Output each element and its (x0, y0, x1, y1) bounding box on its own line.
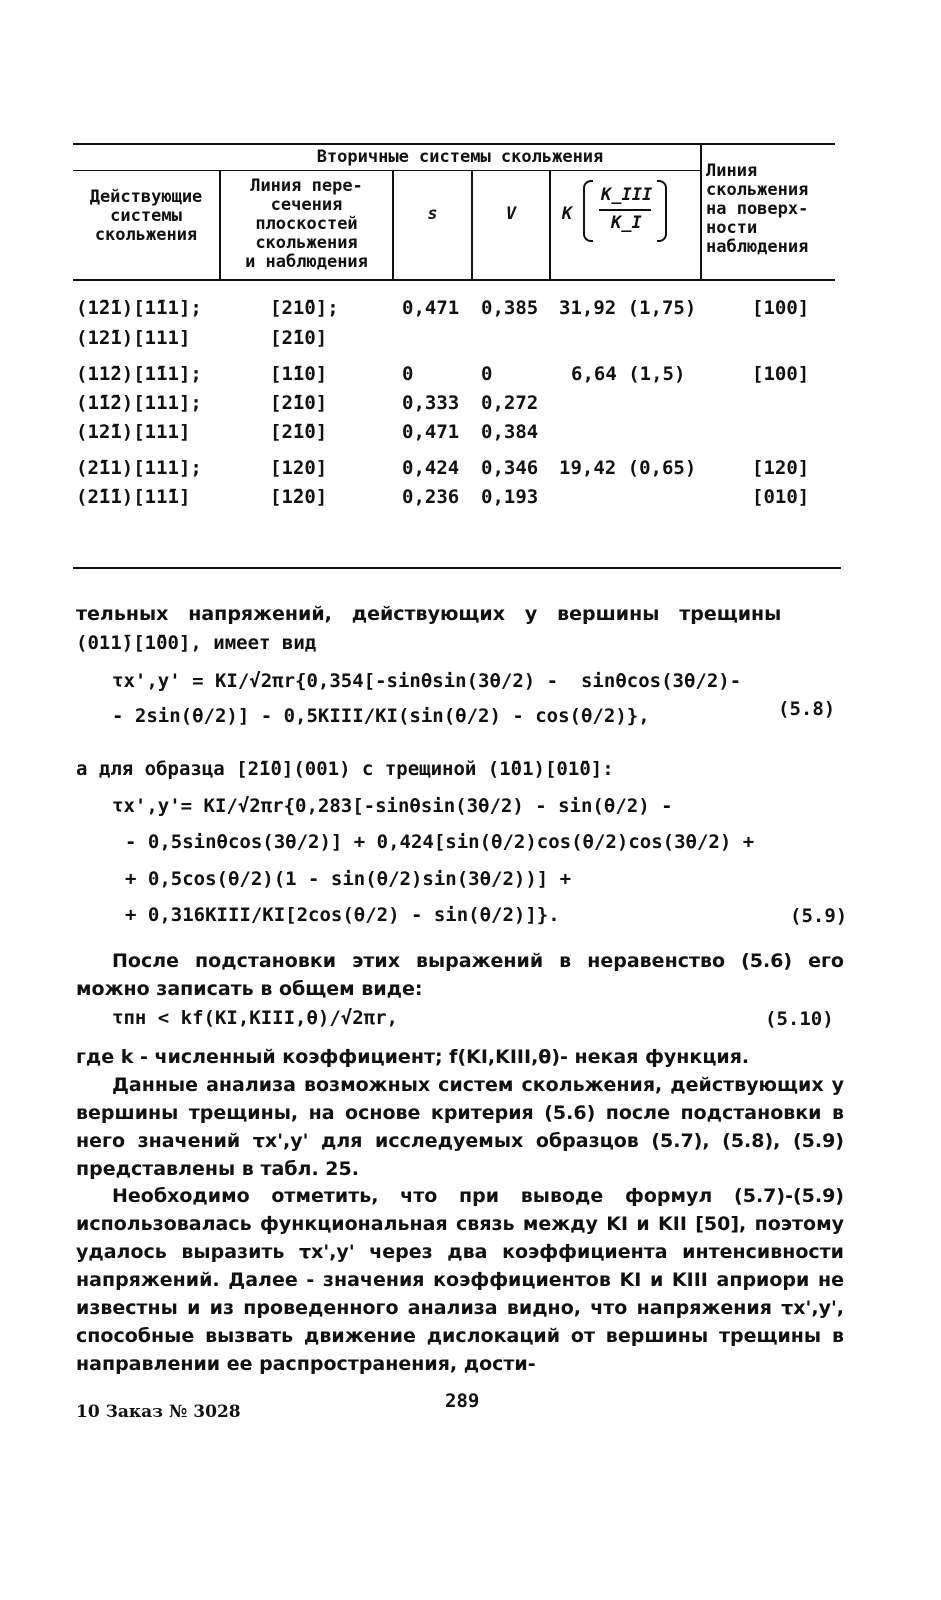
equation-number-5-8: (5.8) (778, 698, 836, 720)
cell-v: 0,346 (481, 457, 539, 479)
cell-surface: [100] (752, 363, 810, 385)
paragraph-line-1: тельных напряжений, действующих у вершины трещины (76, 603, 782, 625)
cell-v: 0,385 (481, 297, 539, 319)
table-header-bottom-rule (73, 279, 835, 281)
cell-s: 0,236 (402, 486, 460, 508)
cell-line: [2̄10] (270, 392, 328, 414)
formula-5-9-line-1: τx',y'= KI/√2πr{0,283[-sinθsin(3θ/2) - sin(θ/2) - (112, 795, 673, 817)
cell-s: 0 (402, 363, 414, 385)
header-active-systems: Действующие системы скольжения (89, 187, 203, 245)
cell-surface: [100] (752, 297, 810, 319)
formula-5-9-line-2: - 0,5sinθcos(3θ/2)] + 0,424[sin(θ/2)cos(θ/2)cos(3θ/2) + (125, 831, 755, 853)
table-vrule-4 (549, 171, 551, 279)
paragraph-where-k: где k - численный коэффициент; f(KI,KIII,θ)- некая функция. (76, 1046, 750, 1068)
paragraph-sample: а для образца [2̄1̄0](001) с трещиной (1̄01)[01̄0]: (76, 758, 614, 780)
header-k: K (561, 204, 573, 224)
table-bottom-rule (73, 567, 841, 569)
cell-v: 0,272 (481, 392, 539, 414)
cell-surface: [120] (752, 457, 810, 479)
table-group-rule (73, 170, 701, 171)
table-vrule-5 (700, 143, 702, 279)
header-intersection-line: Линия пере- сечения плоскостей скольжения и наблюдения (245, 176, 368, 272)
cell-k: 6,64 (1,5) (571, 363, 686, 385)
k-ratio-right-paren (657, 180, 667, 242)
table-top-rule (73, 143, 835, 145)
k-ratio-numerator: K_III (601, 185, 653, 205)
cell-k: 31,92 (1,75) (559, 297, 697, 319)
cell-line: [2̄10] (270, 327, 328, 349)
formula-5-9-line-3: + 0,5cos(θ/2)(1 - sin(θ/2)sin(3θ/2))] + (125, 868, 572, 890)
cell-line: [120] (270, 457, 328, 479)
cell-line: [2̄1̄0] (270, 421, 328, 443)
cell-system: (1̄1̄2)[111]; (76, 392, 202, 414)
paragraph-note: Необходимо отметить, что при выводе формул (5.7)-(5.9) использовалась функциональная связь между KI и KII [50], поэтому удалось выразить τx',y' через два коэффициента интенсивности напряжений. Далее - значения коэффициентов KI и KIII априори не известны и из проведенного анализа видно, что напряжения τx',y', способные вызвать движение дислокаций от вершины трещины в направлении ее распространения, дости- (76, 1185, 844, 1375)
paragraph-substitution: После подстановки этих выражений в неравенство (5.6) его можно записать в общем виде: (76, 950, 844, 1000)
formula-5-8-line-1: τx',y' = KI/√2πr{0,354[-sinθsin(3θ/2) - sinθcos(3θ/2)- (112, 670, 742, 692)
cell-v: 0,384 (481, 421, 539, 443)
header-v: V (505, 204, 517, 224)
equation-number-5-9: (5.9) (790, 905, 848, 927)
cell-system: (2̄11)[111]; (76, 457, 202, 479)
cell-system: (1̄2̄1)[1̄11]; (76, 297, 202, 319)
cell-k: 19,42 (0,65) (559, 457, 697, 479)
table-vrule-3 (471, 171, 473, 279)
cell-s: 0,424 (402, 457, 460, 479)
cell-system: (12̄1)[111] (76, 327, 191, 349)
cell-line: [21̄0]; (270, 297, 339, 319)
cell-s: 0,471 (402, 297, 460, 319)
cell-system: (12̄1)[111] (76, 421, 191, 443)
k-ratio-denominator: K_I (611, 213, 642, 233)
k-ratio-left-paren (583, 180, 593, 242)
cell-surface: [010] (752, 486, 810, 508)
table-vrule-2 (392, 171, 394, 279)
page-number: 289 (445, 1390, 480, 1412)
cell-system: (2̄1̄1)[11̄1] (76, 486, 191, 508)
header-s: s (427, 204, 438, 224)
cell-line: [1̄20] (270, 486, 328, 508)
formula-5-10: τпн < kf(KI,KIII,θ)/√2πr, (112, 1007, 398, 1029)
cell-v: 0,193 (481, 486, 539, 508)
equation-number-5-10: (5.10) (765, 1008, 834, 1030)
cell-system: (11̄2)[1̄11]; (76, 363, 202, 385)
formula-5-8-line-2: - 2sin(θ/2)] - 0,5KIII/KI(sin(θ/2) - cos(θ/2)}, (112, 705, 650, 727)
print-order-note: 10 Заказ № 3028 (76, 1402, 241, 1422)
table-group-header: Вторичные системы скольжения (316, 147, 604, 167)
cell-line: [1̄10] (270, 363, 328, 385)
header-surface-line: Линия скольжения на поверх- ности наблюдения (706, 161, 809, 257)
cell-v: 0 (481, 363, 493, 385)
cell-s: 0,333 (402, 392, 460, 414)
header-k-ratio (583, 180, 667, 242)
paragraph-line-2: (011̄)[1̄00], имеет вид (76, 632, 317, 654)
formula-5-9-line-4: + 0,316KIII/KI[2cos(θ/2) - sin(θ/2)]}. (125, 904, 560, 926)
paragraph-analysis-data: Данные анализа возможных систем скольжения, действующих у вершины трещины, на основе критерия (5.6) после подстановки в него значений τx',y' для исследуемых образцов (5.7), (5.8), (5.9) представлены в табл. 25. (76, 1074, 844, 1180)
k-ratio-bar (599, 209, 651, 211)
cell-s: 0,471 (402, 421, 460, 443)
